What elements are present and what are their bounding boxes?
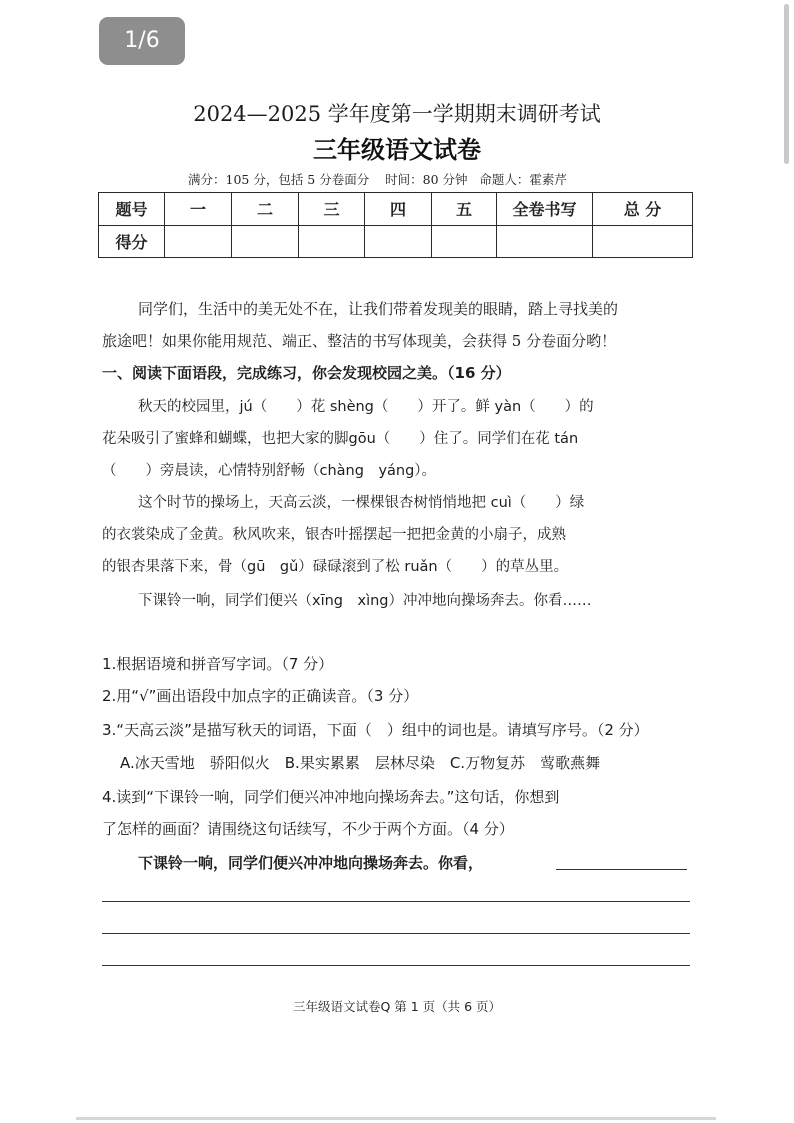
question-3-options: A.冰天雪地 骄阳似火 B.果实累累 层林尽染 C.万物复苏 莺歌燕舞 bbox=[120, 754, 601, 772]
passage-line: （ ）旁晨读，心情特别舒畅（chàng yáng）。 bbox=[102, 463, 437, 479]
bottom-divider bbox=[76, 1117, 716, 1120]
question-3: 3.“天高云淡”是描写秋天的词语，下面（ ）组中的词也是。请填写序号。（2 分） bbox=[102, 721, 649, 739]
question-4-line-1: 4.读到“下课铃一响，同学们便兴冲冲地向操场奔去。”这句话，你想到 bbox=[102, 788, 560, 806]
cell-section-4: 四 bbox=[365, 193, 432, 226]
passage-line: 这个时节的操场上，天高云淡，一棵棵银杏树悄悄地把 cuì（ ）绿 bbox=[138, 495, 585, 511]
score-cell bbox=[365, 225, 432, 258]
intro-line-2: 旅途吧！如果你能用规范、端正、整洁的书写体现美，会获得 5 分卷面分哟！ bbox=[102, 332, 617, 350]
passage-line: 秋天的校园里，jú（ ）花 shèng（ ）开了。鲜 yàn（ ）的 bbox=[138, 399, 594, 415]
intro-line-1: 同学们，生活中的美无处不在，让我们带着发现美的眼睛，踏上寻找美的 bbox=[138, 300, 619, 318]
score-cell bbox=[432, 225, 497, 258]
cell-section-5: 五 bbox=[432, 193, 497, 226]
answer-line[interactable] bbox=[102, 965, 690, 966]
cell-section-2: 二 bbox=[232, 193, 299, 226]
score-cell bbox=[593, 225, 693, 258]
cell-section-3: 三 bbox=[299, 193, 365, 226]
score-table bbox=[98, 192, 693, 258]
writing-prompt: 下课铃一响，同学们便兴冲冲地向操场奔去。你看， bbox=[138, 854, 484, 872]
cell-total: 总 分 bbox=[593, 193, 693, 226]
section-1-heading: 一、阅读下面语段，完成练习，你会发现校园之美。（16 分） bbox=[102, 364, 511, 382]
answer-line[interactable] bbox=[102, 933, 690, 934]
question-2: 2.用“√”画出语段中加点字的正确读音。（3 分） bbox=[102, 687, 419, 705]
paper-title: 三年级语文试卷 bbox=[313, 135, 481, 164]
cell-section-1: 一 bbox=[165, 193, 232, 226]
answer-line[interactable] bbox=[556, 869, 687, 870]
page-footer: 三年级语文试卷Q 第 1 页（共 6 页） bbox=[292, 999, 502, 1014]
question-4-line-2: 了怎样的画面？请围绕这句话续写，不少于两个方面。（4 分） bbox=[102, 820, 514, 838]
score-table-header-row bbox=[99, 193, 693, 226]
score-cell bbox=[165, 225, 232, 258]
vertical-scrollbar[interactable] bbox=[780, 0, 794, 1123]
score-table-score-row bbox=[99, 225, 693, 258]
exam-info: 满分：105 分，包括 5 分卷面分 时间：80 分钟 命题人：霍素芹 bbox=[188, 172, 567, 187]
cell-question-number: 题号 bbox=[99, 193, 165, 226]
passage-line: 花朵吸引了蜜蜂和蝴蝶，也把大家的脚gōu（ ）住了。同学们在花 tán bbox=[102, 431, 579, 447]
score-cell bbox=[232, 225, 299, 258]
cell-score-label: 得分 bbox=[99, 225, 165, 258]
score-cell bbox=[299, 225, 365, 258]
question-1: 1.根据语境和拼音写字词。（7 分） bbox=[102, 655, 334, 673]
answer-line[interactable] bbox=[102, 901, 690, 902]
exam-title: 2024—2025 学年度第一学期期末调研考试 bbox=[193, 102, 601, 126]
page-indicator: 1/6 bbox=[99, 17, 185, 65]
cell-handwriting: 全卷书写 bbox=[497, 193, 593, 226]
passage-line: 的衣裳染成了金黄。秋风吹来，银杏叶摇摆起一把把金黄的小扇子，成熟 bbox=[102, 527, 566, 543]
passage-line: 的银杏果落下来，骨（gū gǔ）碌碌滚到了松 ruǎn（ ）的草丛里。 bbox=[102, 559, 569, 575]
passage-line: 下课铃一响，同学们便兴（xīng xìng）冲冲地向操场奔去。你看…… bbox=[138, 593, 592, 609]
score-cell bbox=[497, 225, 593, 258]
